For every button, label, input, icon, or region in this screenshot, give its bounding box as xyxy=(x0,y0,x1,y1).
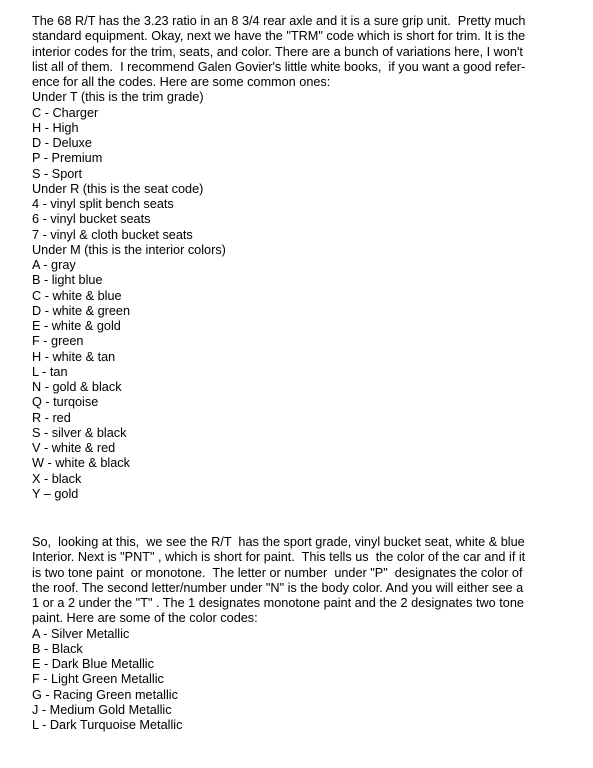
list-item: L - tan xyxy=(32,364,68,379)
trim-grade-heading: Under T (this is the trim grade) xyxy=(32,90,204,105)
list-item: G - Racing Green metallic xyxy=(32,687,178,702)
text-line: The 68 R/T has the 3.23 ratio in an 8 3/4 rear axle and it is a sure grip unit. Pretty much xyxy=(32,14,526,28)
text-line: the roof. The second letter/number under "N" is the body color. And you will either see a xyxy=(32,580,524,595)
list-item: 6 - vinyl bucket seats xyxy=(32,212,151,227)
list-item: D - white & green xyxy=(32,303,131,318)
list-item: 4 - vinyl split bench seats xyxy=(32,197,174,211)
interior-color-heading: Under M (this is the interior colors) xyxy=(32,242,226,257)
text-line: standard equipment. Okay, next we have the "TRM" code which is short for trim. It is the xyxy=(32,29,526,44)
list-item: C - white & blue xyxy=(32,288,122,303)
list-item: Y – gold xyxy=(32,486,79,501)
text-line: list all of them. I recommend Galen Govier's little white books, if you want a good refer- xyxy=(32,59,526,74)
text-line: is two tone paint or monotone. The letter or number under "P" designates the color of xyxy=(32,565,523,580)
list-item: S - silver & black xyxy=(32,425,127,440)
list-item: F - Light Green Metallic xyxy=(32,672,164,687)
list-item: A - Silver Metallic xyxy=(32,626,130,641)
list-item: E - white & gold xyxy=(32,319,121,333)
list-item: C - Charger xyxy=(32,105,99,120)
list-item: W - white & black xyxy=(32,456,130,471)
list-item: B - Black xyxy=(32,641,83,656)
list-item: E - Dark Blue Metallic xyxy=(32,657,154,671)
text-line: paint. Here are some of the color codes: xyxy=(32,611,258,626)
text-line: Interior. Next is "PNT" , which is short for paint. This tells us the color of the car and if it xyxy=(32,550,526,565)
list-item: X - black xyxy=(32,471,82,486)
paint-code-section xyxy=(32,535,572,733)
list-item: B - light blue xyxy=(32,273,103,288)
text-line: So, looking at this, we see the R/T has the sport grade, vinyl bucket seat, white & blue xyxy=(32,535,525,549)
list-item: J - Medium Gold Metallic xyxy=(32,702,172,717)
list-item: R - red xyxy=(32,410,71,425)
list-item: D - Deluxe xyxy=(32,136,92,150)
list-item: F - green xyxy=(32,334,84,349)
list-item: S - Sport xyxy=(32,166,83,181)
seat-code-heading: Under R (this is the seat code) xyxy=(32,181,204,196)
list-item: 7 - vinyl & cloth bucket seats xyxy=(32,227,193,242)
list-item: L - Dark Turquoise Metallic xyxy=(32,718,183,732)
list-item: N - gold & black xyxy=(32,380,122,394)
list-item: Q - turqoise xyxy=(32,395,99,410)
list-item: P - Premium xyxy=(32,151,103,166)
text-line: ence for all the codes. Here are some common ones: xyxy=(32,75,331,89)
text-line: interior codes for the trim, seats, and color. There are a bunch of variations here, I won't xyxy=(32,44,523,59)
text-line: 1 or a 2 under the "T" . The 1 designates monotone paint and the 2 designates two tone xyxy=(32,596,524,610)
list-item: H - white & tan xyxy=(32,349,116,364)
list-item: V - white & red xyxy=(32,441,116,455)
list-item: H - High xyxy=(32,120,79,135)
trim-code-section xyxy=(32,14,572,502)
list-item: A - gray xyxy=(32,258,76,272)
